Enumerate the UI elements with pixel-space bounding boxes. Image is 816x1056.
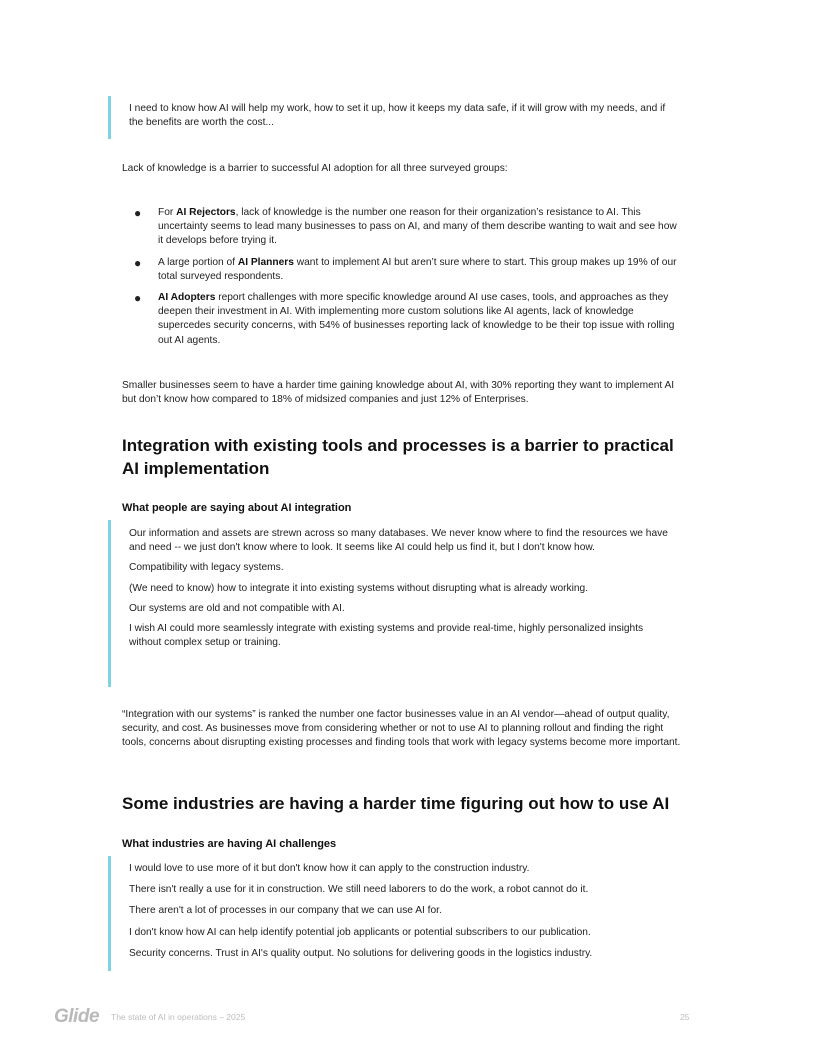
industry-quote: Security concerns. Trust in AI's quality output. No solutions for delivering goods in the logistics industry. xyxy=(129,947,593,959)
industry-quote: I don't know how AI can help identify potential job applicants or potential subscribers to our publication. xyxy=(129,926,591,938)
bullet-ai-planners: ● A large portion of AI Planners want to implement AI but aren’t sure where to start. This group makes up 19% of our total surveyed respondents. xyxy=(134,255,677,282)
integration-subheading: What people are saying about AI integration xyxy=(122,502,352,514)
integration-quote: Compatibility with legacy systems. xyxy=(129,562,284,574)
integration-quote: I wish AI could more seamlessly integrate with existing systems and provide real-time, highly personalized insights without complex setup or training. xyxy=(129,623,644,649)
bullet-ai-adopters: ● AI Adopters report challenges with more specific knowledge around AI use cases, tools, and approaches as they deepen their investment in AI. With implementing more custom solutions like AI agents, lack of knowledge supercedes security concerns, with 54% of businesses reporting lack of knowledge to be their top issue with rolling out AI agents. xyxy=(134,291,675,346)
integration-paragraph: “Integration with our systems” is ranked the number one factor businesses value in an AI vendor—ahead of output quality, security, and cost. As businesses move from considering whether or not to use AI to planning rollout and finding the right tools, concerns about disrupting existing processes and finding tools that work with legacy systems become more important. xyxy=(122,709,681,749)
bullet-icon: ● xyxy=(134,291,142,306)
integration-quote: Our systems are old and not compatible with AI. xyxy=(129,602,345,614)
bullet-icon: ● xyxy=(134,255,142,270)
industries-quotes xyxy=(108,856,674,971)
bullet-icon: ● xyxy=(134,206,142,220)
integration-heading: Integration with existing tools and processes is a barrier to practical AI implementation xyxy=(122,436,674,478)
integration-quote: Our information and assets are strewn across so many databases. We never know where to find the resources we have and need -- we just don't know where to look. It seems like AI could help us find it, but I don't know how. xyxy=(129,528,668,554)
industries-subheading: What industries are having AI challenges xyxy=(122,838,337,850)
industries-heading: Some industries are having a harder time figuring out how to use AI xyxy=(122,794,670,813)
group-name: AI Adopters xyxy=(158,292,216,304)
group-name: AI Planners xyxy=(237,256,294,268)
integration-quote: (We need to know) how to integrate it into existing systems without disrupting what is already working. xyxy=(129,582,589,594)
adoption-group-list xyxy=(122,206,682,355)
page-footer xyxy=(54,1006,694,1030)
industry-quote: I would love to use more of it but don't know how it can apply to the construction industry. xyxy=(129,863,530,874)
intro-quote: I need to know how AI will help my work, how to set it up, how it keeps my data safe, if it will grow with my needs, and if the benefits are worth the cost... xyxy=(129,103,666,129)
bullet-ai-rejectors: ● For AI Rejectors, lack of knowledge is the number one reason for their organization’s resistance to AI. This uncertainty seems to lead many businesses to pass on AI, and many of them describe wanting to wait and see how it develops before trying it. xyxy=(134,206,677,247)
page-number: 25 xyxy=(680,1012,690,1022)
smaller-business-paragraph: Smaller businesses seem to have a harder time gaining knowledge about AI, with 30% reporting they want to implement AI but don’t know how compared to 18% of midsized companies and just 12% of Enterprises. xyxy=(122,380,675,406)
intro-quote-block xyxy=(108,96,669,139)
industry-quote: There aren't a lot of processes in our company that we can use AI for. xyxy=(129,905,442,917)
integration-quotes xyxy=(108,520,674,687)
knowledge-intro: Lack of knowledge is a barrier to successful AI adoption for all three surveyed groups: xyxy=(122,163,508,174)
glide-logo: Glide xyxy=(54,1006,100,1027)
report-title: The state of AI in operations – 2025 xyxy=(111,1012,246,1022)
industry-quote: There isn't really a use for it in construction. We still need laborers to do the work, a robot cannot do it. xyxy=(129,884,589,896)
group-name: AI Rejectors xyxy=(176,207,236,218)
